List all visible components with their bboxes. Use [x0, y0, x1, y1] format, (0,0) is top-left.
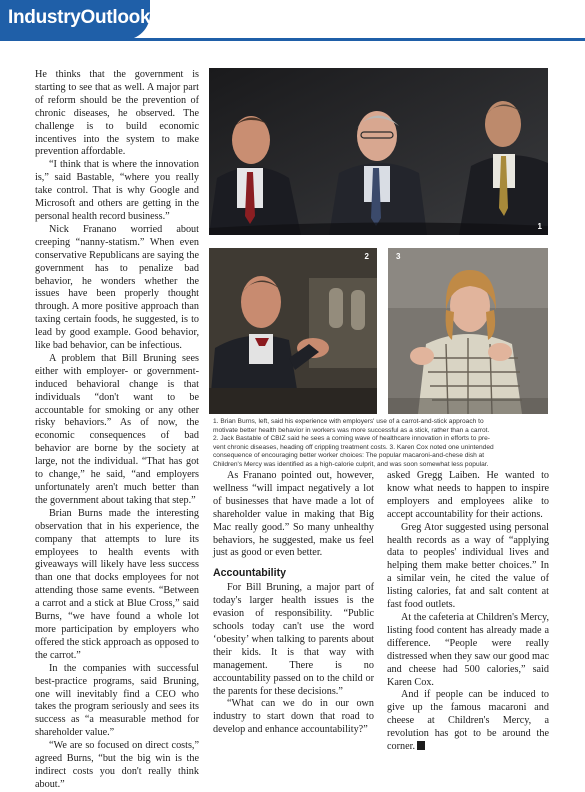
subhead-accountability: Accountability — [213, 567, 286, 580]
caption-line: 2. Jack Bastable of CBIZ said he sees a coming wave of healthcare innovation in efforts to pre- — [213, 435, 490, 443]
paragraph: He thinks that the government is starting to see that as well. A major part of reform should be the prevention of chronic diseases, he observed. The challenge is to build economic incentives into the system to make prevention affordable. — [35, 69, 199, 158]
paragraph: In the companies with successful best-practice programs, said Bruning, one will inevitably find a CEO who takes the program seriously and sees its success as “a measurable method for shareholder value.” — [35, 662, 199, 739]
caption-line: 1. Brian Burns, left, said his experience with employers' use of a carrot-and-stick approach to — [213, 418, 484, 425]
paragraph: Brian Burns made the interesting observation that in his experience, the company that attempts to lure its employees to health events with giveaways will likely have less success than one that docks employees for not attending those same events. “Between a carrot and a stick at Blue Cross,” said Burns, “we have found a whole lot more participation by employers who offered the stick approach as opposed to the carrot.” — [35, 507, 199, 661]
paragraph: Greg Ator suggested using personal health records as a way of “applying data to peoples' individual lives and helping them make better choices.” In a similar vein, he cited the value of listing calories, fat and salt content at fast food outlets. — [387, 521, 549, 611]
paragraph: Nick Franano worried about creeping “nanny-statism.” When even conservative Republicans are saying the government has to penalize bad behavior, he wonders whether the issues have been properly thought through. A more positive approach than taxing certain foods, he suggested, is to lead by good example. Good behavior, like bad behavior, can be infectious. — [35, 223, 199, 352]
photo-panel-discussion — [209, 68, 548, 235]
photo-speaker-bastable — [209, 248, 377, 414]
photo-number-1: 1 — [537, 222, 542, 231]
caption-line: vent chronic diseases, heading off crippling treatment costs. 3. Karen Cox noted one unintended — [213, 443, 494, 451]
section-header — [0, 0, 585, 44]
section-title: IndustryOutlook — [8, 7, 151, 28]
article-column-1 — [35, 69, 199, 792]
article-column-3 — [387, 470, 549, 754]
paragraph: “We are so focused on direct costs,” agreed Burns, “but the big win is the indirect costs you don't really think about.” — [35, 740, 199, 790]
paragraph: asked Gregg Laiben. He wanted to know what needs to happen to inspire employers and employees alike to accept accountability for their actions. — [387, 470, 549, 520]
article-column-2 — [213, 470, 374, 737]
photo-number-2: 2 — [364, 252, 369, 261]
paragraph: “I think that is where the innovation is,” said Bastable, “where you really take control. That is why Google and Microsoft and others are getting in the personal health record business.” — [35, 159, 199, 222]
paragraph: At the cafeteria at Children's Mercy, listing food content has already made a difference. “People were really distressed when they saw our good mac and cheese had 500 calories,” said Karen Cox. — [387, 611, 549, 688]
end-of-article-icon — [417, 741, 425, 750]
caption-line: Children's Mercy was identified as a high-calorie culprit, and was soon somewhat less popular. — [213, 460, 489, 468]
photo-caption — [213, 418, 548, 470]
final-paragraph-text: And if people can be induced to give up the famous macaroni and cheese at Children's Mercy, a revolution has got to be around the corner. — [387, 689, 549, 753]
photo-3-illustration — [388, 248, 548, 414]
paragraph: As Franano pointed out, however, wellness “will impact negatively a lot of businesses that have made a lot of shareholder value in making that Big Mac really good.” So many unhealthy behaviors, he suggested, make us feel just as good or even better. — [213, 470, 374, 559]
photo-1-illustration — [209, 68, 548, 235]
paragraph: A problem that Bill Bruning sees either with employer- or government-induced behavioral change is that individuals “don't want to be accountable for smoking or any other risky behaviors.” As of now, the economic consequences of bad behavior are borne by the society at large, not the individual. “That has got to change,” he said, “and employers unfortunately aren't much better than the government about taking that step.” — [35, 352, 199, 506]
caption-line: consequence of encouraging better worker choices: The popular macaroni-and-chese dish at — [213, 452, 485, 460]
paragraph — [387, 689, 549, 754]
caption-line: motivate better health behavior in workers was more successful as a stick, rather than a carrot. — [213, 426, 490, 434]
photo-2-illustration — [209, 248, 377, 414]
photo-number-3: 3 — [396, 252, 401, 261]
paragraph: For Bill Bruning, a major part of today's larger health issues is the evasion of responsibility. “Public schools today can't use the word ‘obesity’ when talking to parents about their kids. It is that way with management. There is no accountability passed on to the child or the parents for these decisions.” — [213, 582, 374, 697]
paragraph: “What can we do in our own industry to start down that road to develop and enhance accountability?” — [213, 698, 374, 736]
photo-speaker-cox — [388, 248, 548, 414]
